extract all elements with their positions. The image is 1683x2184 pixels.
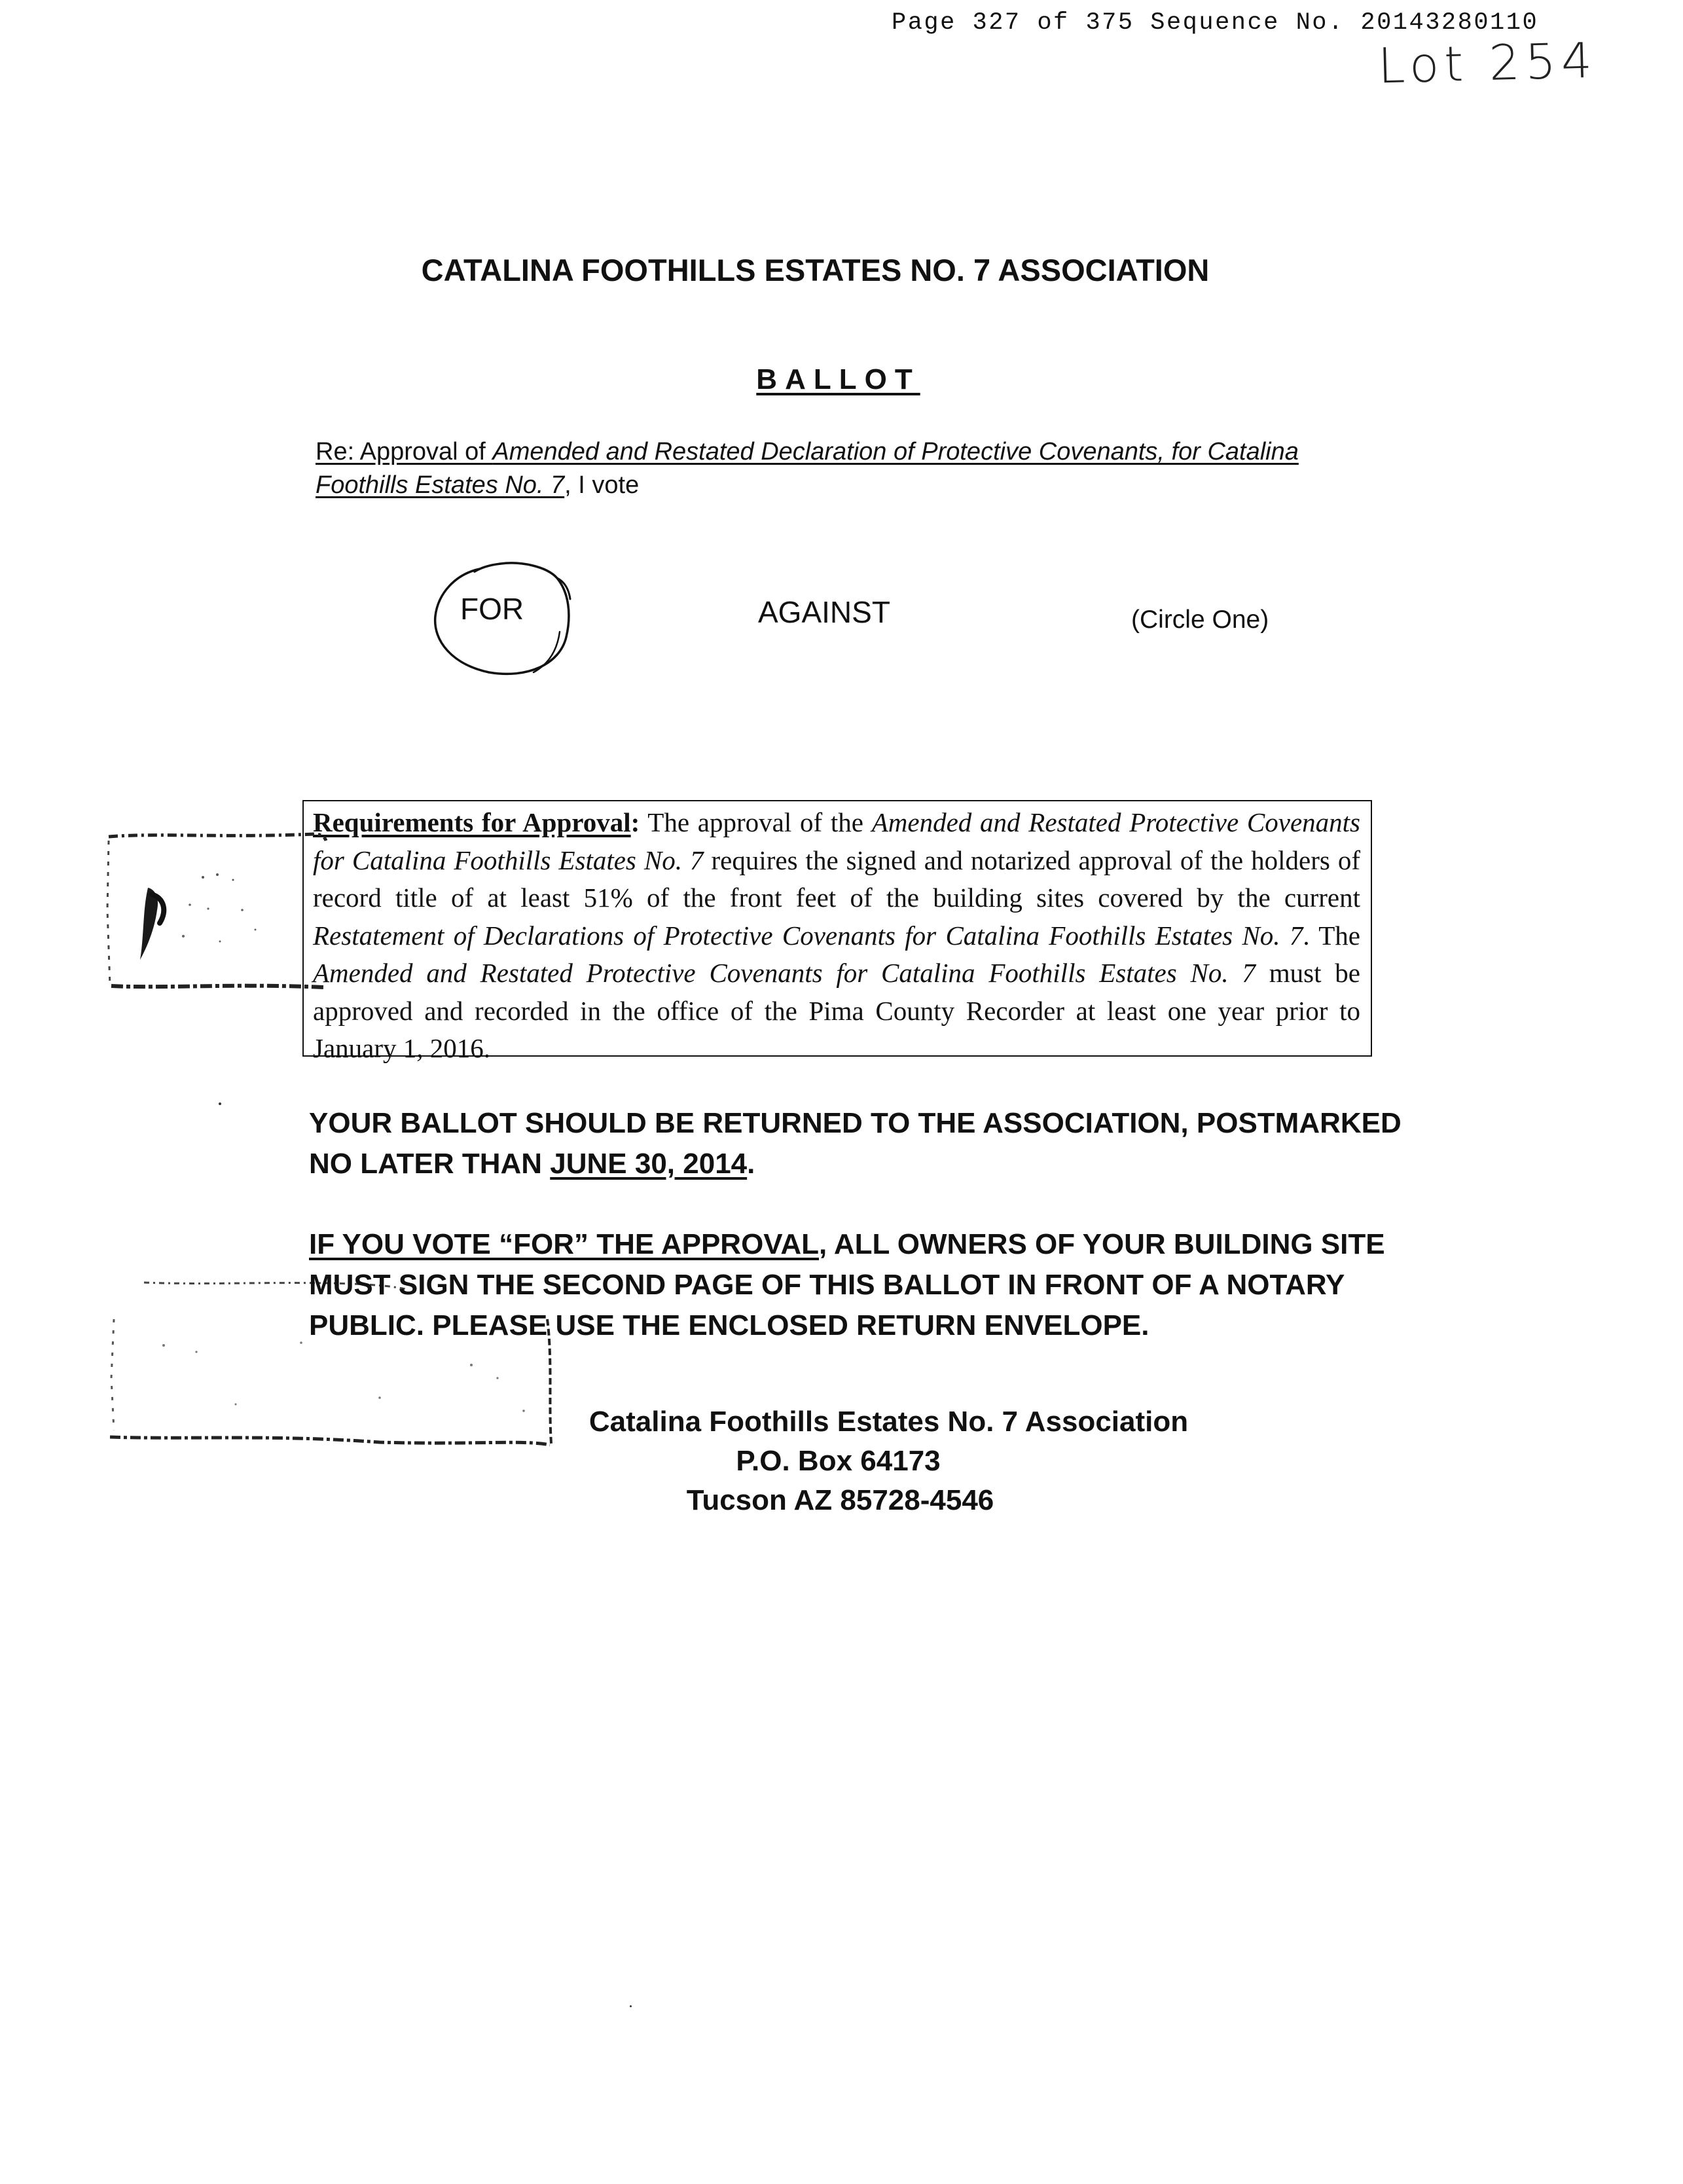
notary-condition: IF YOU VOTE “FOR” THE APPROVAL bbox=[309, 1228, 820, 1260]
handwritten-lot-note: Lot 254 bbox=[1377, 32, 1599, 95]
return-instructions bbox=[309, 1103, 1422, 1184]
requirements-seg3: . The bbox=[1303, 920, 1360, 951]
scan-speck bbox=[219, 1102, 221, 1105]
ballot-title: BALLOT bbox=[756, 363, 920, 395]
requirements-seg2: requires the signed and notarized approval of the holders of record title of at least 51% of the front feet of the building sites covered by the current bbox=[313, 845, 1360, 913]
requirements-ital2: Restatement of Declarations of Protective Covenants for Catalina Foothills Estates No. 7 bbox=[313, 920, 1303, 951]
return-instructions-text: YOUR BALLOT SHOULD BE RETURNED TO THE ASSOCIATION, POSTMARKED NO LATER THAN bbox=[309, 1107, 1402, 1180]
return-address-city: Tucson AZ 85728-4546 bbox=[686, 1484, 994, 1516]
requirements-ital3: Amended and Restated Protective Covenants for Catalina Foothills Estates No. 7 bbox=[313, 958, 1256, 988]
requirements-label: Requirements for Approval bbox=[313, 807, 631, 837]
page-sequence-header: Page 327 of 375 Sequence No. 20143280110 bbox=[892, 9, 1539, 37]
re-suffix: , I vote bbox=[564, 471, 640, 499]
requirements-seg1: The approval of the bbox=[640, 807, 872, 837]
circle-one-instruction: (Circle One) bbox=[1131, 606, 1269, 634]
vote-option-for[interactable] bbox=[429, 560, 583, 681]
re-prefix: Re: Approval of bbox=[316, 438, 493, 465]
return-deadline: JUNE 30, 2014 bbox=[550, 1148, 748, 1180]
re-line bbox=[316, 435, 1389, 502]
re-document-name: Amended and Restated Declaration of Protective Covenants, for Catalina Foothills Estates No. 7 bbox=[316, 438, 1299, 499]
return-instructions-end: . bbox=[747, 1148, 755, 1180]
return-address-name: Catalina Foothills Estates No. 7 Association bbox=[588, 1406, 1189, 1438]
scan-speck bbox=[630, 2005, 632, 2007]
notary-instructions-text: , ALL OWNERS OF YOUR BUILDING SITE MUST SIGN THE SECOND PAGE OF THIS BALLOT IN FRONT OF A NOTARY PUBLIC. PLEASE USE THE ENCLOSED RETURN ENVELOPE. bbox=[309, 1228, 1385, 1341]
requirements-seg4: must be approved and recorded in the office of the Pima County Recorder at least one year prior to January 1, 2016. bbox=[313, 958, 1360, 1063]
requirements-colon: : bbox=[630, 807, 640, 837]
return-address-po-box: P.O. Box 64173 bbox=[736, 1445, 941, 1477]
vote-option-against[interactable]: AGAINST bbox=[758, 595, 890, 629]
requirements-text bbox=[313, 804, 1360, 1068]
redaction-stamp-mark bbox=[105, 831, 327, 995]
requirements-ital1: Amended and Restated Protective Covenants for Catalina Foothills Estates No. 7 bbox=[313, 807, 1360, 875]
notary-instructions bbox=[309, 1224, 1422, 1346]
vote-option-for-label: FOR bbox=[460, 592, 524, 626]
association-title: CATALINA FOOTHILLS ESTATES NO. 7 ASSOCIATION bbox=[421, 253, 1210, 287]
